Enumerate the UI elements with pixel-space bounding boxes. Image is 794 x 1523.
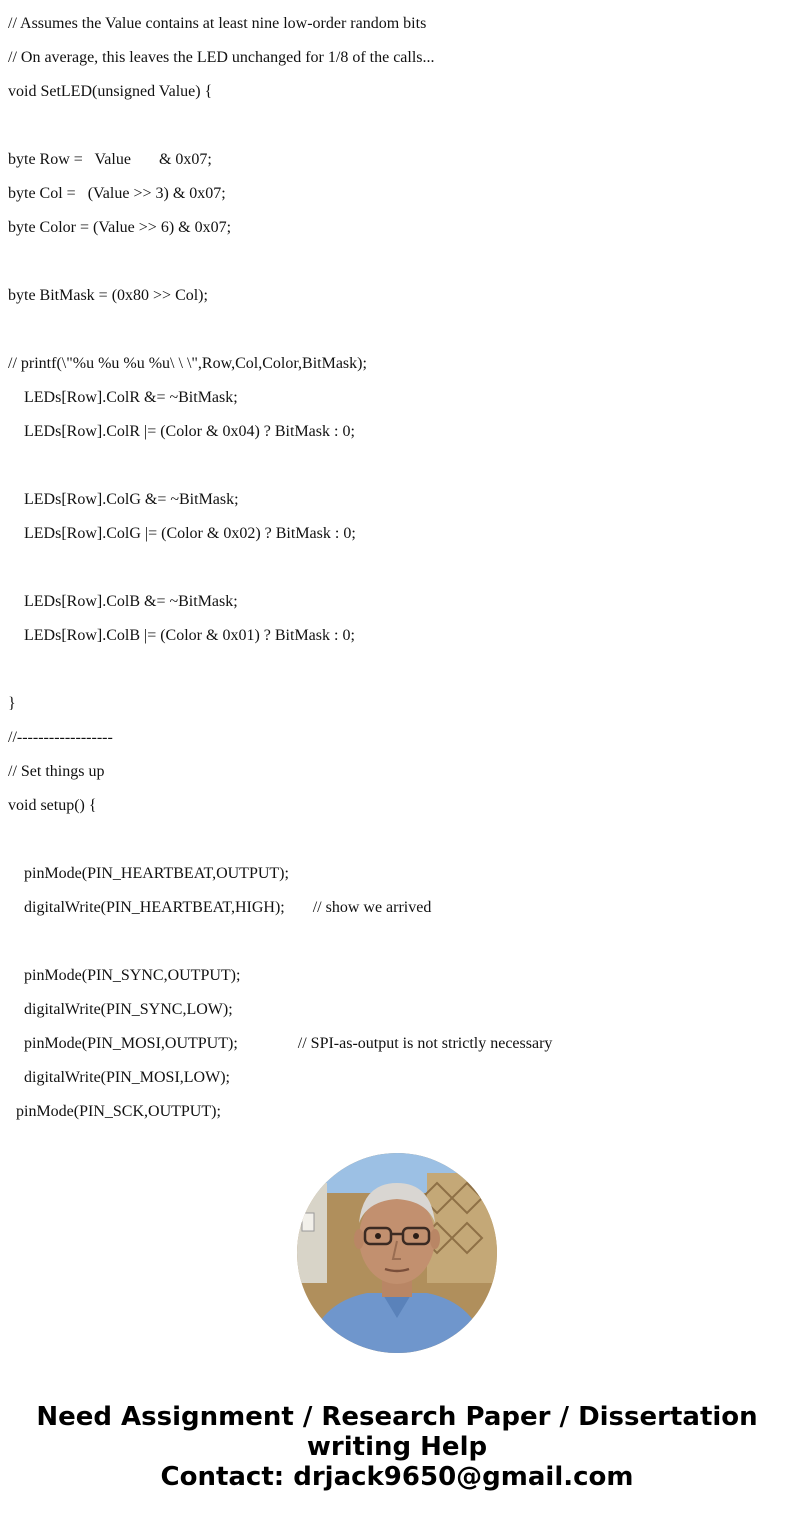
avatar <box>297 1153 497 1353</box>
contact-banner <box>0 1402 794 1492</box>
code-line: } <box>8 695 16 712</box>
code-line: // printf(\"%u %u %u %u\ \ \",Row,Col,Color,BitMask); <box>8 355 367 372</box>
code-line: LEDs[Row].ColB &= ~BitMask; <box>8 593 238 610</box>
cta-line-1: Need Assignment / Research Paper / Dissertation <box>36 1402 758 1432</box>
code-line <box>8 556 788 590</box>
code-line <box>8 828 788 862</box>
code-line: LEDs[Row].ColB |= (Color & 0x01) ? BitMask : 0; <box>8 627 355 644</box>
code-line: pinMode(PIN_SCK,OUTPUT); <box>8 1103 221 1120</box>
code-line <box>8 454 788 488</box>
code-line: // Assumes the Value contains at least nine low-order random bits <box>8 15 427 32</box>
code-line <box>8 658 788 692</box>
code-line: void setup() { <box>8 797 97 814</box>
code-line: digitalWrite(PIN_MOSI,LOW); <box>8 1069 230 1086</box>
code-line: LEDs[Row].ColG |= (Color & 0x02) ? BitMask : 0; <box>8 525 356 542</box>
code-line: // Set things up <box>8 763 105 780</box>
code-line: digitalWrite(PIN_HEARTBEAT,HIGH); // show we arrived <box>8 899 432 916</box>
code-line <box>8 318 788 352</box>
code-line <box>8 250 788 284</box>
code-line: byte Row = Value & 0x07; <box>8 151 212 168</box>
code-line: //------------------ <box>8 729 113 746</box>
code-line: pinMode(PIN_HEARTBEAT,OUTPUT); <box>8 865 289 882</box>
code-line <box>8 114 788 148</box>
code-line: // On average, this leaves the LED unchanged for 1/8 of the calls... <box>8 49 435 66</box>
code-line: LEDs[Row].ColR |= (Color & 0x04) ? BitMask : 0; <box>8 423 355 440</box>
code-line <box>8 930 788 964</box>
code-line: digitalWrite(PIN_SYNC,LOW); <box>8 1001 233 1018</box>
code-line: byte BitMask = (0x80 >> Col); <box>8 287 208 304</box>
code-line: LEDs[Row].ColR &= ~BitMask; <box>8 389 238 406</box>
code-line: byte Color = (Value >> 6) & 0x07; <box>8 219 232 236</box>
cta-contact-email: Contact: drjack9650@gmail.com <box>160 1462 634 1492</box>
code-listing <box>8 12 788 1134</box>
code-line: LEDs[Row].ColG &= ~BitMask; <box>8 491 239 508</box>
code-line: byte Col = (Value >> 3) & 0x07; <box>8 185 226 202</box>
code-line: pinMode(PIN_MOSI,OUTPUT); // SPI-as-output is not strictly necessary <box>8 1035 553 1052</box>
cta-line-2: writing Help <box>306 1432 488 1462</box>
code-line: void SetLED(unsigned Value) { <box>8 83 213 100</box>
portrait-photo <box>297 1153 497 1353</box>
code-line: pinMode(PIN_SYNC,OUTPUT); <box>8 967 241 984</box>
